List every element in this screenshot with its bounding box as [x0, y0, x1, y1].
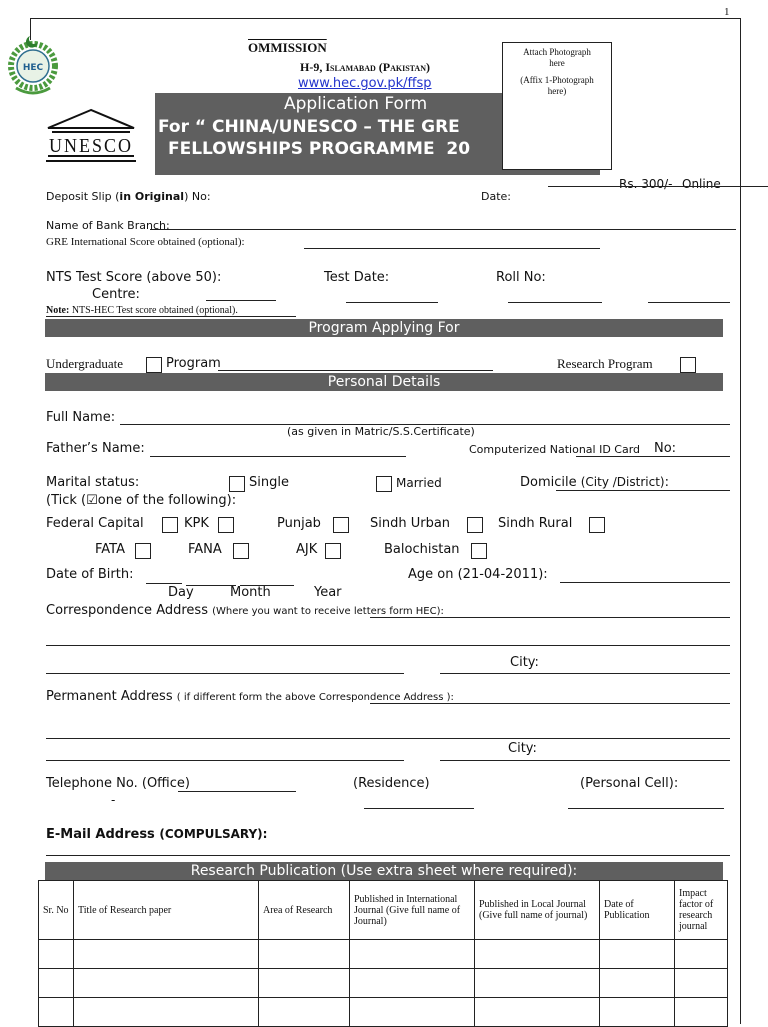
nts-roll-field[interactable] [508, 302, 602, 303]
hec-logo-text: HEC [22, 63, 44, 73]
marital-status-label: Marital status: [46, 475, 140, 490]
correspondence-address-field-1[interactable] [370, 617, 730, 618]
permanent-address-label: Permanent Address ( if different form the above Correspondence Address ): [46, 689, 454, 704]
form-title: Application Form [284, 94, 428, 114]
telephone-dash: - [111, 793, 116, 807]
telephone-office-field[interactable] [178, 791, 296, 792]
personal-cell-label: (Personal Cell): [580, 776, 679, 791]
single-checkbox[interactable] [229, 476, 245, 492]
full-name-label: Full Name: [46, 410, 116, 425]
unesco-logo [42, 108, 140, 164]
gre-score-label: GRE International Score obtained (optional): [46, 236, 245, 248]
program-field[interactable] [218, 370, 493, 371]
section-program-header: Program Applying For [45, 319, 723, 337]
age-field[interactable] [560, 582, 730, 583]
domicile-label: Domicile (City /District): [520, 475, 669, 490]
page-number: 1 [724, 6, 730, 18]
hec-logo [2, 30, 64, 98]
photo-affix-note: (Affix 1-Photograph here) [520, 75, 594, 96]
hec-address: H-9, Islamabad (Pakistan) [300, 60, 430, 74]
fee-mode: Online [682, 177, 721, 191]
nts-centre-field[interactable] [648, 302, 730, 303]
as-given-note: (as given in Matric/S.S.Certificate) [287, 425, 475, 438]
province-fata-label: FATA [95, 542, 125, 557]
dob-year-caption: Year [314, 585, 342, 600]
program-title-line1: For “ CHINA/UNESCO – THE GRE [158, 117, 460, 137]
dob-label: Date of Birth: [46, 567, 134, 582]
col-sr-no: Sr. No [39, 881, 74, 940]
research-publication-table [38, 880, 728, 1027]
col-title: Title of Research paper [74, 881, 259, 940]
gre-score-field[interactable] [304, 248, 600, 249]
province-sindh-rural-label: Sindh Rural [498, 516, 573, 531]
nts-test-date-field[interactable] [346, 302, 438, 303]
table-header-row [39, 881, 728, 940]
undergrad-checkbox[interactable] [146, 357, 162, 373]
permanent-city-label: City: [508, 741, 537, 756]
col-local-journal: Published in Local Journal (Give full name of journal) [475, 881, 600, 940]
province-ajk-label: AJK [296, 542, 318, 557]
province-federal-capital-checkbox[interactable] [162, 517, 178, 533]
province-sindh-urban-label: Sindh Urban [370, 516, 451, 531]
domicile-field[interactable] [556, 490, 730, 491]
correspondence-city-label: City: [510, 655, 539, 670]
correspondence-address-label: Correspondence Address (Where you want to receive letters form HEC): [46, 603, 444, 618]
dob-month-caption: Month [230, 585, 271, 600]
undergrad-label: Undergraduate [46, 356, 124, 371]
col-area: Area of Research [259, 881, 350, 940]
section-research-header: Research Publication (Use extra sheet where required): [45, 862, 723, 880]
telephone-residence-label: (Residence) [353, 776, 430, 791]
nts-score-label: NTS Test Score (above 50): [46, 270, 222, 285]
nts-roll-label: Roll No: [496, 270, 546, 285]
hec-url-link[interactable]: www.hec.gov.pk/ffsp [298, 76, 432, 91]
single-label: Single [249, 475, 289, 490]
personal-cell-field[interactable] [568, 808, 724, 809]
permanent-city-field[interactable] [440, 760, 730, 761]
nts-score-field[interactable] [206, 300, 276, 301]
province-fana-label: FANA [188, 542, 222, 557]
unesco-logo-text: UNESCO [49, 135, 133, 158]
age-label: Age on (21-04-2011): [408, 567, 548, 582]
email-field[interactable] [46, 855, 730, 856]
photo-instruction: Attach Photograph here [523, 47, 591, 68]
fee-amount: Rs. 300/- [619, 177, 673, 191]
province-federal-capital-label: Federal Capital [46, 516, 144, 531]
table-row[interactable] [39, 940, 728, 969]
tick-note: (Tick (☑one of the following): [46, 493, 237, 508]
permanent-address-field-1[interactable] [370, 703, 730, 704]
bank-branch-field[interactable] [150, 229, 736, 230]
org-name: OMMISSION [248, 40, 327, 55]
nts-centre-label: Centre: [92, 287, 140, 302]
permanent-address-field-2[interactable] [46, 738, 730, 739]
province-punjab-label: Punjab [277, 516, 321, 531]
frame-top-line [30, 18, 740, 19]
province-ajk-checkbox[interactable] [325, 543, 341, 559]
cnic-field[interactable] [576, 456, 730, 457]
frame-right-line [740, 18, 741, 1024]
married-checkbox[interactable] [376, 476, 392, 492]
province-balochistan-checkbox[interactable] [471, 543, 487, 559]
cnic-no-label: No: [654, 441, 677, 456]
correspondence-address-field-2[interactable] [46, 645, 730, 646]
cnic-label: Computerized National ID Card [469, 443, 641, 456]
section-personal-header: Personal Details [45, 373, 723, 391]
bank-branch-label: Name of Bank Branch: [46, 219, 170, 232]
deposit-slip-label: Deposit Slip (in Original) No: [46, 190, 211, 203]
dob-day-field-a[interactable] [146, 583, 182, 584]
nts-note-underline [46, 316, 296, 317]
date-label: Date: [481, 190, 511, 203]
table-row[interactable] [39, 998, 728, 1027]
program-label: Program [166, 356, 221, 371]
telephone-office-label: Telephone No. (Office) [46, 776, 190, 791]
email-label: E-Mail Address (COMPULSARY): [46, 827, 268, 842]
correspondence-city-field[interactable] [440, 673, 730, 674]
province-sindh-rural-checkbox[interactable] [589, 517, 605, 533]
research-program-checkbox[interactable] [680, 357, 696, 373]
father-name-field[interactable] [150, 456, 406, 457]
permanent-address-field-3[interactable] [46, 760, 404, 761]
province-kpk-checkbox[interactable] [218, 517, 234, 533]
col-date: Date of Publication [600, 881, 675, 940]
dob-day-caption: Day [168, 585, 194, 600]
nts-test-date-label: Test Date: [324, 270, 390, 285]
province-punjab-checkbox[interactable] [333, 517, 349, 533]
program-title-line2: FELLOWSHIPS PROGRAMME 20 [168, 139, 471, 159]
table-row[interactable] [39, 969, 728, 998]
col-international-journal: Published in International Journal (Give full name of Journal) [350, 881, 475, 940]
province-kpk-label: KPK [184, 516, 209, 531]
married-label: Married [396, 476, 442, 490]
research-program-label: Research Program [557, 356, 653, 371]
correspondence-address-field-3[interactable] [46, 673, 404, 674]
col-impact-factor: Impact factor of research journal [675, 881, 728, 940]
nts-note: Note: NTS-HEC Test score obtained (optional). [46, 305, 238, 316]
province-fata-checkbox[interactable] [135, 543, 151, 559]
province-fana-checkbox[interactable] [233, 543, 249, 559]
telephone-residence-field[interactable] [364, 808, 474, 809]
fee-line [548, 186, 768, 187]
photo-box[interactable] [502, 42, 612, 170]
province-sindh-urban-checkbox[interactable] [467, 517, 483, 533]
father-name-label: Father’s Name: [46, 441, 145, 456]
province-balochistan-label: Balochistan [384, 542, 460, 557]
